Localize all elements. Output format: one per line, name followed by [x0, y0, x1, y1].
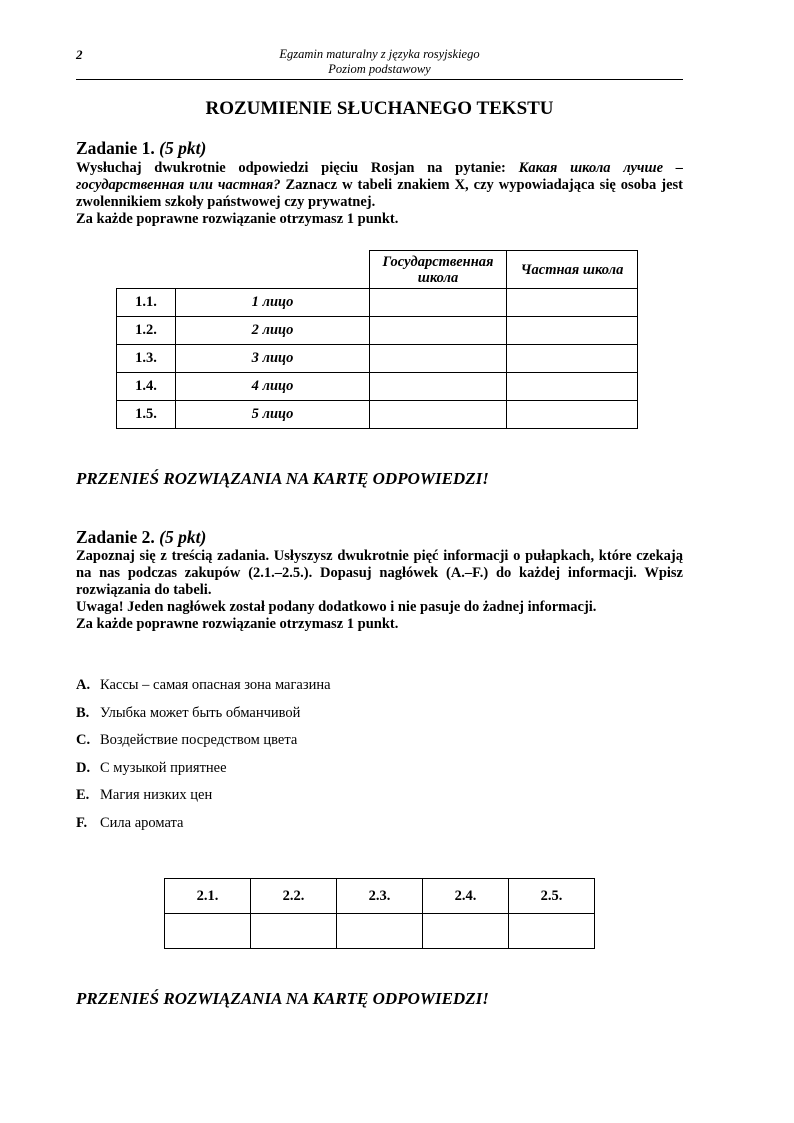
option-text: Улыбка может быть обманчивой: [100, 704, 301, 721]
option-letter: B.: [76, 704, 90, 721]
table-row: [117, 373, 638, 401]
header-level: Poziom podstawowy: [328, 62, 431, 76]
answer-cell[interactable]: [509, 914, 595, 949]
option-letter: A.: [76, 677, 91, 693]
list-item: [76, 732, 331, 760]
answer-cell[interactable]: [507, 345, 638, 373]
option-text: Воздействие посредством цвета: [100, 732, 298, 749]
table-row: [117, 289, 638, 317]
task2-instructions: [76, 548, 683, 633]
task1-instr-a: Wysłuchaj dwukrotnie odpowiedzi pięciu Rosjan na pytanie:: [76, 160, 506, 176]
task1-instructions: [76, 160, 683, 228]
row-number: 1.2.: [117, 317, 176, 345]
task2-title-text: Zadanie 2.: [76, 527, 155, 547]
answer-cell[interactable]: [370, 345, 507, 373]
list-item: [76, 787, 331, 815]
task1-title: [76, 138, 206, 159]
task2-points: (5 pkt): [159, 527, 207, 547]
answer-cell[interactable]: [423, 914, 509, 949]
option-letter: F.: [76, 814, 88, 831]
task2-instr-a: Zapoznaj się z treścią zadania. Usłyszysz dwukrotnie pięć informacji o pułapkach, które czekają na nas podczas zakupów (2.1.–2.5.). Dopasuj nagłówek (A.–F.) do każdej informacji. Wpisz rozwiązania do tabeli.: [76, 548, 683, 598]
option-letter: D.: [76, 759, 91, 776]
transfer-note-2: PRZENIEŚ ROZWIĄZANIA NA KARTĘ ODPOWIEDZI!: [76, 989, 489, 1008]
row-number: 1.1.: [117, 289, 176, 317]
option-text: Магия низких цен: [100, 787, 213, 804]
heading-options: [76, 677, 331, 843]
col-header-private: Частная школа: [507, 251, 638, 289]
answer-cell[interactable]: [165, 914, 251, 949]
task2-answer-table: [164, 878, 595, 949]
answer-cell[interactable]: [337, 914, 423, 949]
row-number: 1.4.: [117, 373, 176, 401]
answer-col-header: 2.2.: [251, 879, 337, 914]
table-row: [117, 317, 638, 345]
answer-cell[interactable]: [507, 401, 638, 429]
header-divider: [76, 79, 683, 80]
answer-col-header: 2.4.: [423, 879, 509, 914]
row-label: 4 лицо: [176, 373, 370, 401]
answer-cell[interactable]: [370, 373, 507, 401]
answer-cell[interactable]: [370, 401, 507, 429]
list-item: [76, 705, 331, 733]
page-number: 2: [76, 47, 83, 62]
header-exam-name: Egzamin maturalny z języka rosyjskiego: [279, 47, 480, 61]
task2-scoring: Za każde poprawne rozwiązanie otrzymasz 1 punkt.: [76, 616, 399, 632]
list-item: [76, 760, 331, 788]
row-number: 1.5.: [117, 401, 176, 429]
row-label: 5 лицо: [176, 401, 370, 429]
option-text: Кассы – самая опасная зона магазина: [100, 677, 331, 693]
table-row: [117, 401, 638, 429]
option-text: Сила аромата: [100, 814, 184, 831]
task1-scoring: Za każde poprawne rozwiązanie otrzymasz 1 punkt.: [76, 211, 399, 227]
task2-note: Uwaga! Jeden nagłówek został podany dodatkowo i nie pasuje do żadnej informacji.: [76, 599, 597, 615]
answer-cell[interactable]: [507, 317, 638, 345]
answer-cell[interactable]: [507, 373, 638, 401]
col-header-state: Государственная школа: [370, 251, 507, 289]
task1-question: Какая школа лучше – государственная или частная?: [76, 160, 683, 193]
row-label: 3 лицо: [176, 345, 370, 373]
task1-answer-table: [116, 250, 638, 429]
transfer-note-1: PRZENIEŚ ROZWIĄZANIA NA KARTĘ ODPOWIEDZI!: [76, 469, 489, 488]
list-item: [76, 677, 331, 705]
option-text: С музыкой приятнее: [100, 759, 227, 776]
list-item: [76, 815, 331, 843]
answer-cell[interactable]: [251, 914, 337, 949]
answer-cell[interactable]: [507, 289, 638, 317]
row-label: 1 лицо: [176, 289, 370, 317]
answer-cell[interactable]: [370, 289, 507, 317]
answer-col-header: 2.5.: [509, 879, 595, 914]
task1-instr-b: Zaznacz w tabeli znakiem X, czy wypowiadająca się osoba jest zwolennikiem szkoły państwowej czy prywatnej.: [76, 177, 684, 210]
table-row: [117, 345, 638, 373]
answer-cell[interactable]: [370, 317, 507, 345]
task2-title: [76, 527, 206, 548]
row-label: 2 лицо: [176, 317, 370, 345]
answer-col-header: 2.3.: [337, 879, 423, 914]
option-letter: E.: [76, 787, 90, 804]
task1-title-text: Zadanie 1.: [76, 138, 155, 158]
option-letter: C.: [76, 732, 91, 749]
section-title: ROZUMIENIE SŁUCHANEGO TEKSTU: [205, 98, 554, 119]
task1-points: (5 pkt): [159, 138, 207, 158]
row-number: 1.3.: [117, 345, 176, 373]
answer-col-header: 2.1.: [165, 879, 251, 914]
